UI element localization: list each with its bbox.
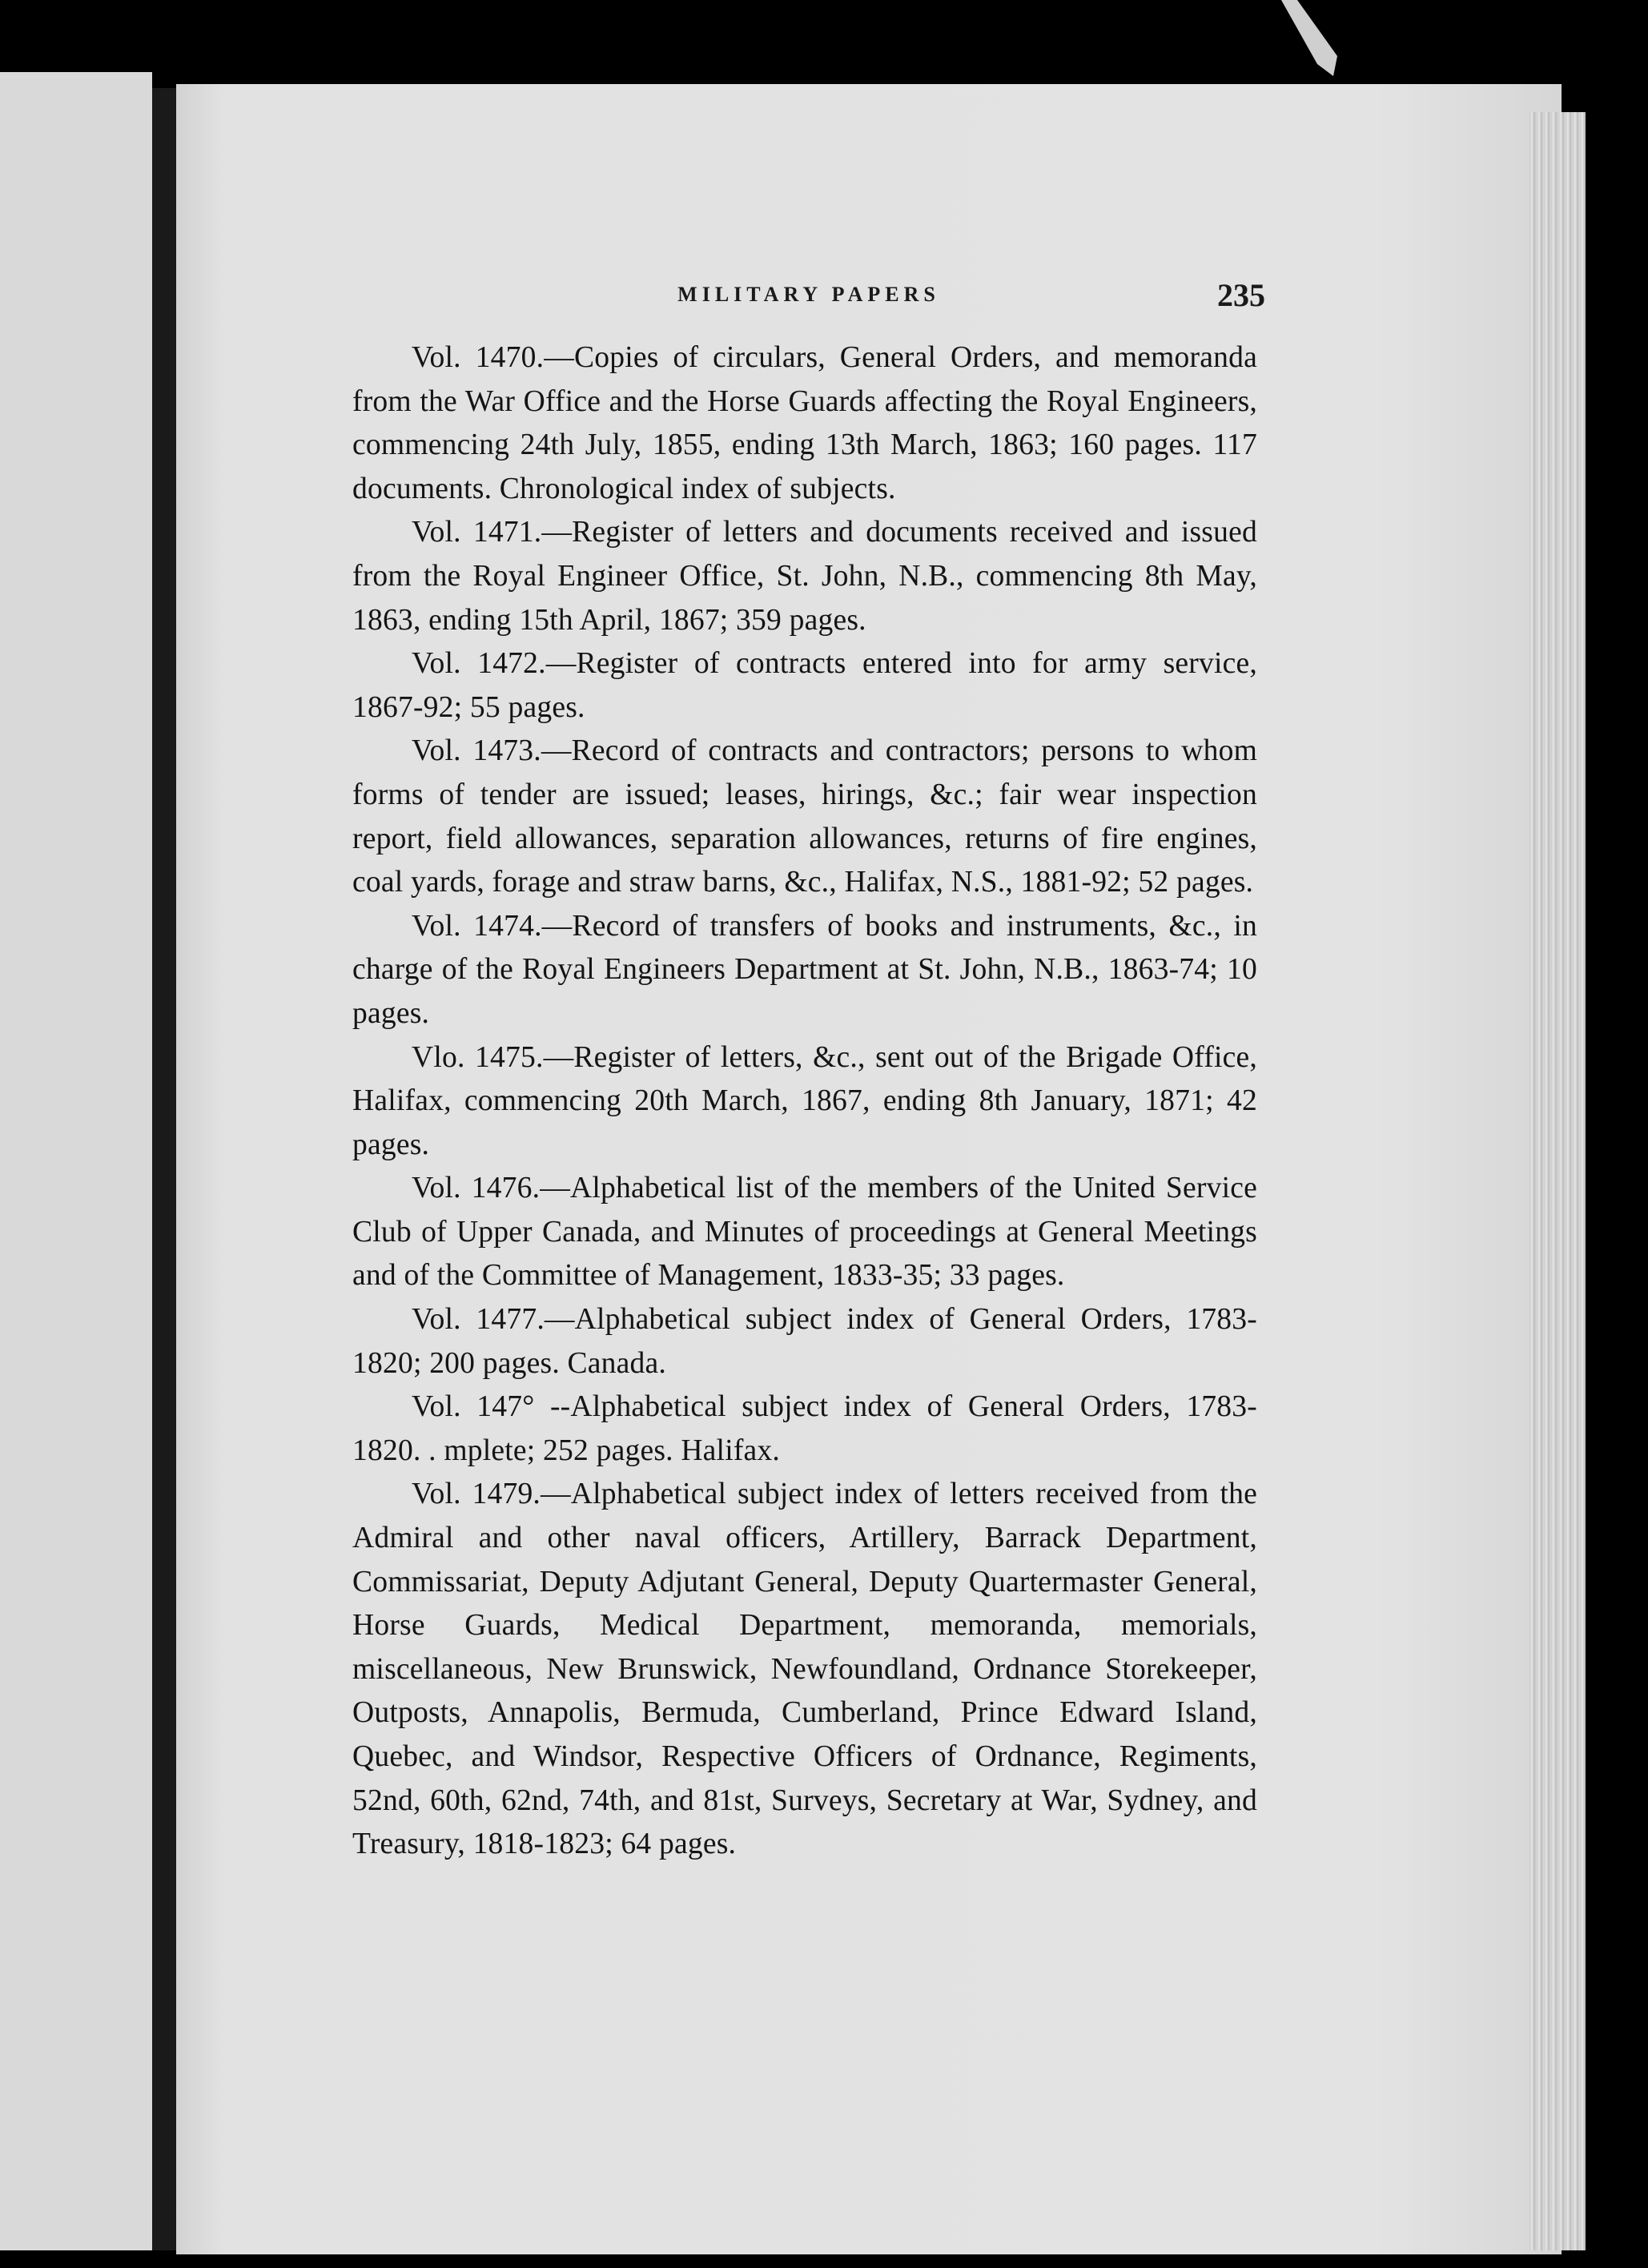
entry-vol-1475: Vlo. 1475.—Register of letters, &c., sent out of the Brigade Office, Halifax, commencing 20th March, 1867, ending 8th January, 1871; 42 pages.: [352, 1040, 1257, 1161]
entry-vol-1478: Vol. 147° --Alphabetical subject index of General Orders, 1783-1820. . mplete; 252 pages. Halifax.: [352, 1390, 1257, 1467]
entry-vol-1470: Vol. 1470.—Copies of circulars, General Orders, and memoranda from the War Office and the Horse Guards affecting the Royal Engineers, commencing 24th July, 1855, ending 13th March, 1863; 160 pages. 117 documents. Chronological index of subjects.: [352, 341, 1257, 505]
entry-vol-1476: Vol. 1476.—Alphabetical list of the members of the United Service Club of Upper Canada, and Minutes of proceedings at General Meetings and of the Committee of Management, 1833-35; 33 pages.: [352, 1172, 1257, 1293]
entry-vol-1479: Vol. 1479.—Alphabetical subject index of letters received from the Admiral and other naval officers, Artillery, Barrack Department, Commissariat, Deputy Adjutant General, Deputy Quartermaster General, Horse Guards, Medical Department, memoranda, memorials, miscellaneous, New Brunswick, Newfoundland, Ordnance Storekeeper, Outposts, Annapolis, Bermuda, Cumberland, Prince Edward Island, Quebec, and Windsor, Respective Officers of Ordnance, Regiments, 52nd, 60th, 62nd, 74th, and 81st, Surveys, Secretary at War, Sydney, and Treasury, 1818-1823; 64 pages.: [352, 1478, 1257, 1861]
running-title: MILITARY PAPERS: [677, 283, 940, 306]
entry-vol-1477: Vol. 1477.—Alphabetical subject index of General Orders, 1783-1820; 200 pages. Canada.: [352, 1303, 1257, 1380]
entry-vol-1474: Vol. 1474.—Record of transfers of books and instruments, &c., in charge of the Royal Engineers Department at St. John, N.B., 1863-74; 10 pages.: [352, 909, 1257, 1030]
page-body: [352, 336, 1257, 1867]
page-edges-stack: [1529, 112, 1586, 2250]
entry-vol-1471: Vol. 1471.—Register of letters and documents received and issued from the Royal Engineer Office, St. John, N.B., commencing 8th May, 1863, ending 15th April, 1867; 359 pages.: [352, 516, 1257, 637]
facing-page-edge: [0, 72, 152, 2250]
page-number: 235: [1217, 277, 1265, 313]
entry-vol-1473: Vol. 1473.—Record of contracts and contractors; persons to whom forms of tender are issued; leases, hirings, &c.; fair wear inspection report, field allowances, separation allowances, returns of fire engines, coal yards, forage and straw barns, &c., Halifax, N.S., 1881-92; 52 pages.: [352, 734, 1257, 899]
book-gutter: [152, 88, 176, 2250]
running-head: [352, 276, 1265, 316]
entry-vol-1472: Vol. 1472.—Register of contracts entered into for army service, 1867-92; 55 pages.: [352, 647, 1257, 724]
scan-artifact-mark: [1273, 0, 1345, 80]
